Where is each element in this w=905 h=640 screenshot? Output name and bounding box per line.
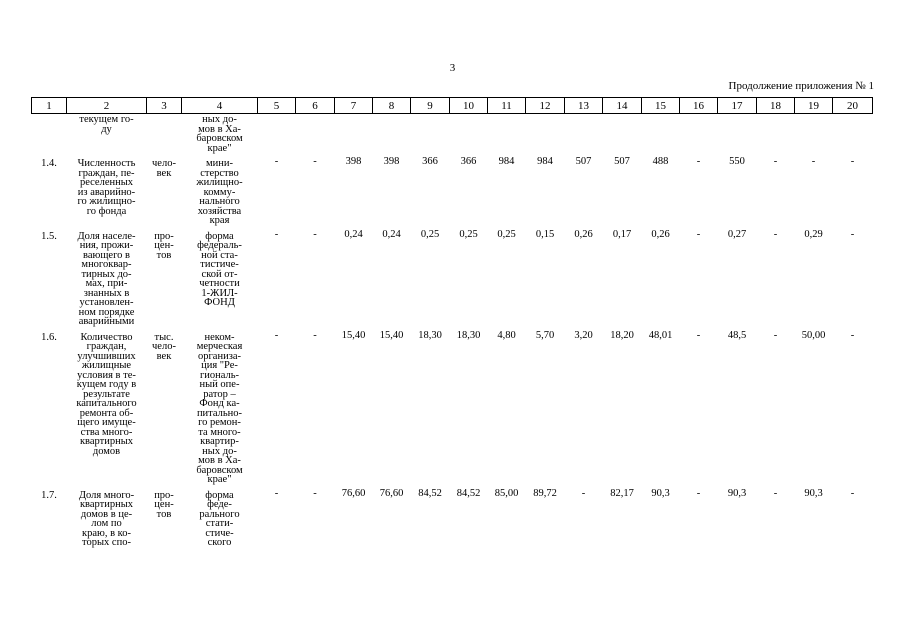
value-cell: - bbox=[696, 156, 701, 167]
column-header: 2 bbox=[67, 98, 147, 114]
column-header: 16 bbox=[680, 98, 718, 114]
unit: чело- век bbox=[152, 158, 176, 179]
value-cell: 0,27 bbox=[727, 228, 747, 240]
value-cell: - bbox=[696, 329, 701, 341]
column-header: 10 bbox=[450, 98, 488, 114]
value-cell: 15,40 bbox=[341, 329, 366, 341]
value-cell: - bbox=[850, 487, 855, 499]
value-cell: - bbox=[274, 487, 279, 499]
unit: про- цен- тов bbox=[154, 230, 174, 261]
value-cell: - bbox=[274, 156, 279, 167]
value-cell: - bbox=[313, 487, 317, 499]
column-header: 19 bbox=[795, 98, 833, 114]
value-cell: - bbox=[773, 487, 778, 499]
value-cell: - bbox=[696, 487, 701, 499]
value-cell: 15,40 bbox=[379, 329, 404, 341]
value-cell: 4,80 bbox=[497, 329, 516, 341]
value-cell: 84,52 bbox=[418, 487, 442, 499]
carryover-row bbox=[32, 114, 873, 154]
value-cell: 398 bbox=[383, 156, 400, 167]
value-cell: - bbox=[773, 329, 778, 341]
value-cell: 90,3 bbox=[804, 487, 823, 499]
value-cell: - bbox=[850, 329, 855, 341]
value-cell: - bbox=[773, 156, 778, 167]
value-cell: - bbox=[313, 156, 317, 167]
value-cell: - bbox=[850, 228, 855, 240]
value-cell: 984 bbox=[498, 156, 515, 167]
value-cell: - bbox=[274, 329, 279, 341]
value-cell: - bbox=[313, 228, 317, 240]
column-header: 9 bbox=[411, 98, 450, 114]
value-cell: - bbox=[313, 329, 317, 341]
unit: про- цен- тов bbox=[154, 489, 174, 520]
value-cell: - bbox=[581, 487, 586, 499]
value-cell: 0,26 bbox=[574, 228, 593, 240]
value-cell: 398 bbox=[345, 156, 362, 167]
column-header: 17 bbox=[718, 98, 757, 114]
indicator-name: Доля много- квартирных домов в це- лом по краю, в ко- торых спо- bbox=[78, 489, 135, 548]
value-cell: 18,30 bbox=[456, 329, 481, 341]
value-cell: 0,29 bbox=[804, 228, 823, 240]
value-cell: 0,17 bbox=[612, 228, 632, 240]
value-cell: 366 bbox=[460, 156, 477, 167]
value-cell: - bbox=[274, 228, 279, 240]
value-cell: 0,24 bbox=[344, 228, 363, 240]
value-cell: 89,72 bbox=[533, 487, 557, 499]
data-source: неком- мерческая организа- ция "Ре- гиональ- ный опе- ратор – Фонд ка- питально- го ремон- та много- квартир- ных до- мов в Ха- баровском крае" bbox=[196, 331, 243, 485]
appendix-caption: Продолжение приложения № 1 bbox=[728, 80, 874, 92]
column-header: 20 bbox=[833, 98, 873, 114]
value-cell: 0,25 bbox=[420, 228, 440, 240]
value-cell: - bbox=[850, 156, 855, 167]
column-header: 18 bbox=[757, 98, 795, 114]
column-header: 15 bbox=[642, 98, 680, 114]
table-row bbox=[32, 485, 873, 548]
indicators-table bbox=[31, 97, 873, 548]
value-cell: 18,30 bbox=[418, 329, 442, 341]
value-cell: 0,25 bbox=[459, 228, 478, 240]
column-header: 13 bbox=[565, 98, 603, 114]
column-header: 11 bbox=[488, 98, 526, 114]
value-cell: 0,26 bbox=[651, 228, 670, 240]
column-header: 4 bbox=[182, 98, 258, 114]
data-source: форма федераль- ной ста- тистиче- ской от- четности 1-ЖИЛ- ФОНД bbox=[197, 230, 242, 308]
value-cell: 76,60 bbox=[379, 487, 404, 499]
table-row bbox=[32, 327, 873, 485]
row-id: 1.6. bbox=[41, 331, 57, 343]
column-header: 14 bbox=[603, 98, 642, 114]
value-cell: 366 bbox=[422, 156, 438, 167]
indicator-name: Численность граждан, пе- реселенных из аварийно- го жилищно- го фонда bbox=[77, 158, 136, 217]
value-cell: 0,24 bbox=[382, 228, 401, 240]
column-header: 8 bbox=[373, 98, 411, 114]
indicator-name: Доля населе- ния, прожи- вающего в многоквар- тирных до- мах, при- знанных в установлен- ном порядке аварийными bbox=[77, 230, 136, 327]
value-cell: - bbox=[696, 228, 701, 240]
value-cell: 48,01 bbox=[648, 329, 673, 341]
value-cell: 0,25 bbox=[497, 228, 516, 240]
carryover-source: ных до- мов в Ха- баровском крае" bbox=[196, 114, 243, 154]
column-header: 7 bbox=[335, 98, 373, 114]
value-cell: - bbox=[811, 156, 816, 167]
row-id: 1.7. bbox=[41, 489, 57, 501]
value-cell: 550 bbox=[729, 156, 745, 167]
value-cell: 5,70 bbox=[535, 329, 555, 341]
value-cell: 18,20 bbox=[610, 329, 634, 341]
value-cell: 0,15 bbox=[535, 228, 555, 240]
row-id: 1.5. bbox=[41, 230, 57, 242]
table-row bbox=[32, 226, 873, 327]
value-cell: 50,00 bbox=[801, 329, 826, 341]
column-header: 3 bbox=[147, 98, 182, 114]
value-cell: 90,3 bbox=[651, 487, 670, 499]
page-number: 3 bbox=[449, 62, 456, 74]
column-header: 1 bbox=[32, 98, 67, 114]
value-cell: 48,5 bbox=[727, 329, 747, 341]
column-header: 6 bbox=[296, 98, 335, 114]
value-cell: - bbox=[773, 228, 778, 240]
data-source: мини- стерство жилищно- комму- нального хозяйства края bbox=[196, 158, 243, 226]
value-cell: 84,52 bbox=[456, 487, 481, 499]
unit: тыс. чело- век bbox=[152, 331, 176, 362]
value-cell: 76,60 bbox=[341, 487, 366, 499]
value-cell: 85,00 bbox=[494, 487, 519, 499]
value-cell: 3,20 bbox=[574, 329, 593, 341]
data-source: форма феде- рального стати- стиче- ского bbox=[199, 489, 240, 548]
value-cell: 488 bbox=[652, 156, 669, 167]
column-number-row bbox=[32, 98, 873, 114]
value-cell: 82,17 bbox=[610, 487, 634, 499]
row-id: 1.4. bbox=[41, 158, 57, 169]
value-cell: 984 bbox=[537, 156, 553, 167]
value-cell: 507 bbox=[575, 156, 592, 167]
value-cell: 90,3 bbox=[727, 487, 747, 499]
value-cell: 507 bbox=[614, 156, 630, 167]
table-row bbox=[32, 153, 873, 226]
column-header: 5 bbox=[258, 98, 296, 114]
carryover-name: текущем го- ду bbox=[79, 114, 134, 135]
indicator-name: Количество граждан, улучшивших жилищные условия в те- кущем году в результате капитального ремонта об- щего имуще- ства много- квартирных домов bbox=[76, 331, 137, 457]
column-header: 12 bbox=[526, 98, 565, 114]
